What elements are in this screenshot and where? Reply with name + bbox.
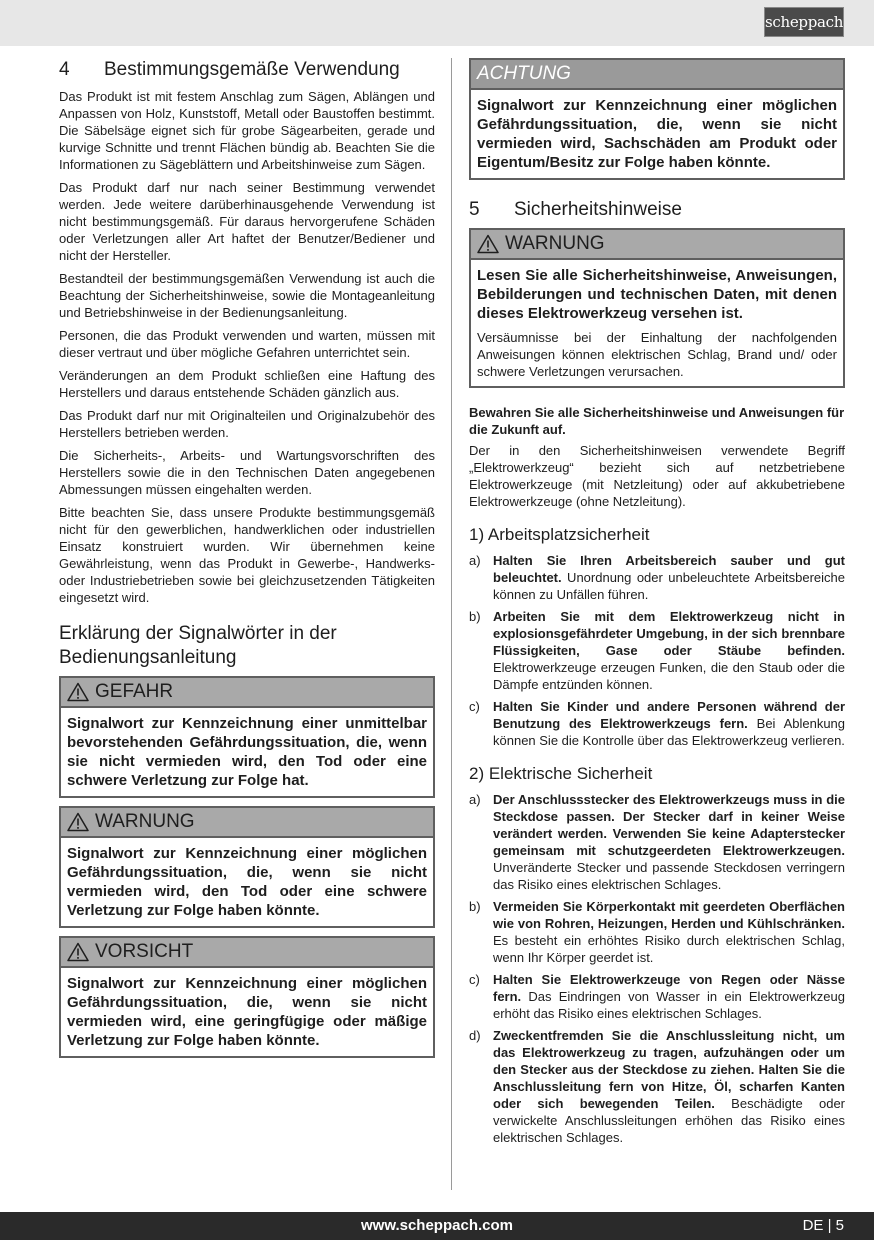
gefahr-box [59,676,435,798]
list-bold-text: Halten Sie Ihren Arbeitsbereich sauber und gut beleuchtet. [493,553,845,585]
warnung-box-header [61,808,433,838]
list-bold-text: Zweckentfremden Sie die Anschlussleitung nicht, um das Elektrowerkzeug zu tragen, aufzuhängen oder um den Stecker aus der Steckdose zu ziehen. Halten Sie die Anschlussleitung fern von Hitze, Öl, scharfen Kanten oder sich bewegenden Teilen. [493,1028,845,1111]
section-4-paragraph: Bestandteil der bestimmungsgemäßen Verwendung ist auch die Beachtung der Sicherheitshinweise, sowie die Montageanleitung und Betriebshinweise in der Bedienungsanleitung. [59,271,435,320]
list-regular-text: Das Eindringen von Wasser in ein Elektrowerkzeug erhöht das Risiko eines elektrischen Schlages. [493,989,845,1021]
list-bold-text: Halten Sie Elektrowerkzeuge von Regen oder Nässe fern. [493,972,845,1004]
list-text [493,552,845,603]
power-tool-term-text: Der in den Sicherheitshinweisen verwendete Begriff „Elektrowerkzeug“ bezieht sich auf netzbetriebene Elektrowerkzeuge (mit Netzleitung) oder auf akkubetriebene Elektrowerkzeuge (ohne Netzleitung). [469,443,845,509]
section-4-heading [59,58,435,82]
gefahr-box-header [61,678,433,708]
page-number: DE | 5 [802,1217,844,1234]
warnung-label: WARNUNG [95,811,195,832]
right-column [469,58,845,1151]
warning-triangle-icon [67,812,89,832]
list-regular-text: Unveränderte Stecker und passende Steckdosen verringern das Risiko eines elektrischen Schlages. [493,860,845,892]
warnung-read-regular-text: Versäumnisse bei der Einhaltung der nachfolgenden Anweisungen können elektrischen Schlag, Brand und/ oder schwere Verletzungen verursachen. [477,330,837,379]
section-4-paragraph: Veränderungen an dem Produkt schließen eine Haftung des Herstellers und daraus entstehende Schäden gänzlich aus. [59,368,435,400]
list-marker: b) [469,899,481,914]
gefahr-text: Signalwort zur Kennzeichnung einer unmittelbar bevorstehenden Gefährdungssituation, die, wenn sie nicht vermieden wird, den Tod oder eine schwere Verletzung zur Folge hat. [67,715,427,789]
section-5-heading [469,198,845,222]
top-bar [0,0,874,46]
list-item [469,608,845,693]
list-regular-text: Unordnung oder unbeleuchtete Arbeitsbereiche können zu Unfällen führen. [493,570,845,602]
section-4-number: 4 [59,59,70,80]
warnung-read-box [469,228,845,388]
website-link[interactable]: www.scheppach.com [361,1217,513,1234]
section-5-title: Sicherheitshinweise [514,199,682,220]
left-column [59,58,435,1066]
warnung-box [59,806,435,928]
section-5-number: 5 [469,199,480,220]
list-marker: c) [469,699,480,714]
achtung-box-body [471,90,843,178]
list-regular-text: Es besteht ein erhöhtes Risiko durch elektrischen Schlag, wenn Ihr Körper geerdet ist. [493,933,845,965]
list-marker: c) [469,972,480,987]
achtung-label: ACHTUNG [477,63,571,84]
vorsicht-box-header [61,938,433,968]
section-4-paragraph: Das Produkt darf nur nach seiner Bestimmung verwendet werden. Jede weitere darüberhinausgehende Verwendung ist nicht bestimmungsgemäß. Für daraus hervorgerufene Schäden oder Verletzungen aller Art haftet der Benutzer/Bediener und nicht der Hersteller. [59,180,435,263]
electrical-safety-heading: 2) Elektrische Sicherheit [469,764,653,783]
list-bold-text: Der Anschlussstecker des Elektrowerkzeugs muss in die Steckdose passen. Der Stecker darf in keiner Weise verändert werden. Verwenden Sie keine Adapterstecker gemeinsam mit schutzgeerdeten Elektrowerkzeugen. [493,792,845,858]
list-text [493,791,845,893]
list-bold-text: Arbeiten Sie mit dem Elektrowerkzeug nicht in explosionsgefährdeter Umgebung, in der sich brennbare Flüssigkeiten, Gase oder Stäube befinden. [493,609,845,658]
list-item [469,971,845,1022]
gefahr-label: GEFAHR [95,681,174,702]
achtung-box-header [471,60,843,90]
keep-instructions-note: Bewahren Sie alle Sicherheitshinweise und Anweisungen für die Zukunft auf. [469,405,845,437]
warning-triangle-icon [67,682,89,702]
section-4-paragraph: Personen, die das Produkt verwenden und warten, müssen mit dieser vertraut und über mögliche Gefahren unterrichtet sein. [59,328,435,360]
achtung-text: Signalwort zur Kennzeichnung einer möglichen Gefährdungssituation, die, wenn sie nicht vermieden wird, Sachschäden am Produkt oder Eigentum/Besitz zur Folge haben könnte. [477,97,837,171]
list-text [493,1027,845,1146]
list-text [493,898,845,966]
list-text [493,698,845,749]
gefahr-box-body [61,708,433,796]
warnung-text: Signalwort zur Kennzeichnung einer möglichen Gefährdungssituation, die, wenn sie nicht vermieden wird, den Tod oder eine schwere Verletzung zur Folge haben könnte. [67,845,427,919]
section-4-paragraph: Das Produkt darf nur mit Originalteilen und Originalzubehör des Herstellers betrieben werden. [59,408,435,440]
workplace-safety-heading: 1) Arbeitsplatzsicherheit [469,525,650,544]
list-text [493,971,845,1022]
list-marker: b) [469,609,481,624]
list-item [469,898,845,966]
list-marker: a) [469,553,481,568]
list-marker: a) [469,792,481,807]
column-divider [451,58,452,1190]
warnung-read-bold-text: Lesen Sie alle Sicherheitshinweise, Anweisungen, Bebilderungen und technischen Daten, mit denen dieses Elektrowerkzeug versehen ist. [477,267,837,322]
vorsicht-text: Signalwort zur Kennzeichnung einer möglichen Gefährdungssituation, die, wenn sie nicht vermieden wird, eine geringfügige oder mäßige Verletzung zur Folge haben könnte. [67,975,427,1049]
warning-triangle-icon [477,234,499,254]
list-regular-text: Bei Ablenkung können Sie die Kontrolle über das Elektrowerkzeug verlieren. [493,716,846,748]
scheppach-logo: scheppach [764,7,844,37]
section-4-paragraph: Das Produkt ist mit festem Anschlag zum Sägen, Ablängen und Anpassen von Holz, Kunststoff, Metall oder Baustoffen bestimmt. Die Säbelsäge eignet sich für grobe Sägearbeiten, gerade und kurvige Schnitte und trennt Flächen bündig ab. Beachten Sie die Informationen zu Sägeblättern und Arbeitshinweise zum Sägen. [59,89,435,172]
list-item [469,552,845,603]
list-item [469,698,845,749]
signal-words-heading: Erklärung der Signalwörter in der Bedienungsanleitung [59,623,337,668]
list-item [469,791,845,893]
warnung-read-box-header [471,230,843,260]
vorsicht-label: VORSICHT [95,941,194,962]
list-text [493,608,845,693]
list-bold-text: Vermeiden Sie Körperkontakt mit geerdeten Oberflächen wie von Rohren, Heizungen, Herden und Kühlschränken. [493,899,845,931]
list-item [469,1027,845,1146]
vorsicht-box-body [61,968,433,1056]
section-4-title: Bestimmungsgemäße Verwendung [104,59,400,80]
warnung-read-box-body [471,260,843,386]
warning-triangle-icon [67,942,89,962]
list-bold-text: Halten Sie Kinder und andere Personen während der Benutzung des Elektrowerkzeugs fern. [493,699,845,731]
warnung-box-body [61,838,433,926]
vorsicht-box [59,936,435,1058]
warnung-read-label: WARNUNG [505,233,605,254]
list-regular-text: Elektrowerkzeuge erzeugen Funken, die den Staub oder die Dämpfe entzünden können. [493,660,845,692]
achtung-box [469,58,845,180]
list-regular-text: Beschädigte oder verwickelte Anschlussleitungen erhöhen das Risiko eines elektrischen Schlages. [493,1096,846,1145]
footer-bar [0,1212,874,1240]
section-4-paragraph: Die Sicherheits-, Arbeits- und Wartungsvorschriften des Herstellers sowie die in den Technischen Daten angegebenen Abmessungen müssen eingehalten werden. [59,448,435,497]
list-marker: d) [469,1028,481,1043]
section-4-paragraph: Bitte beachten Sie, dass unsere Produkte bestimmungsgemäß nicht für den gewerblichen, handwerklichen oder industriellen Einsatz konstruiert wurden. Wir übernehmen keine Gewährleistung, wenn das Produkt in Gewerbe-, Handwerks- oder Industriebetrieben sowie bei gleichzusetzenden Tätigkeiten eingesetzt wird. [59,505,435,605]
